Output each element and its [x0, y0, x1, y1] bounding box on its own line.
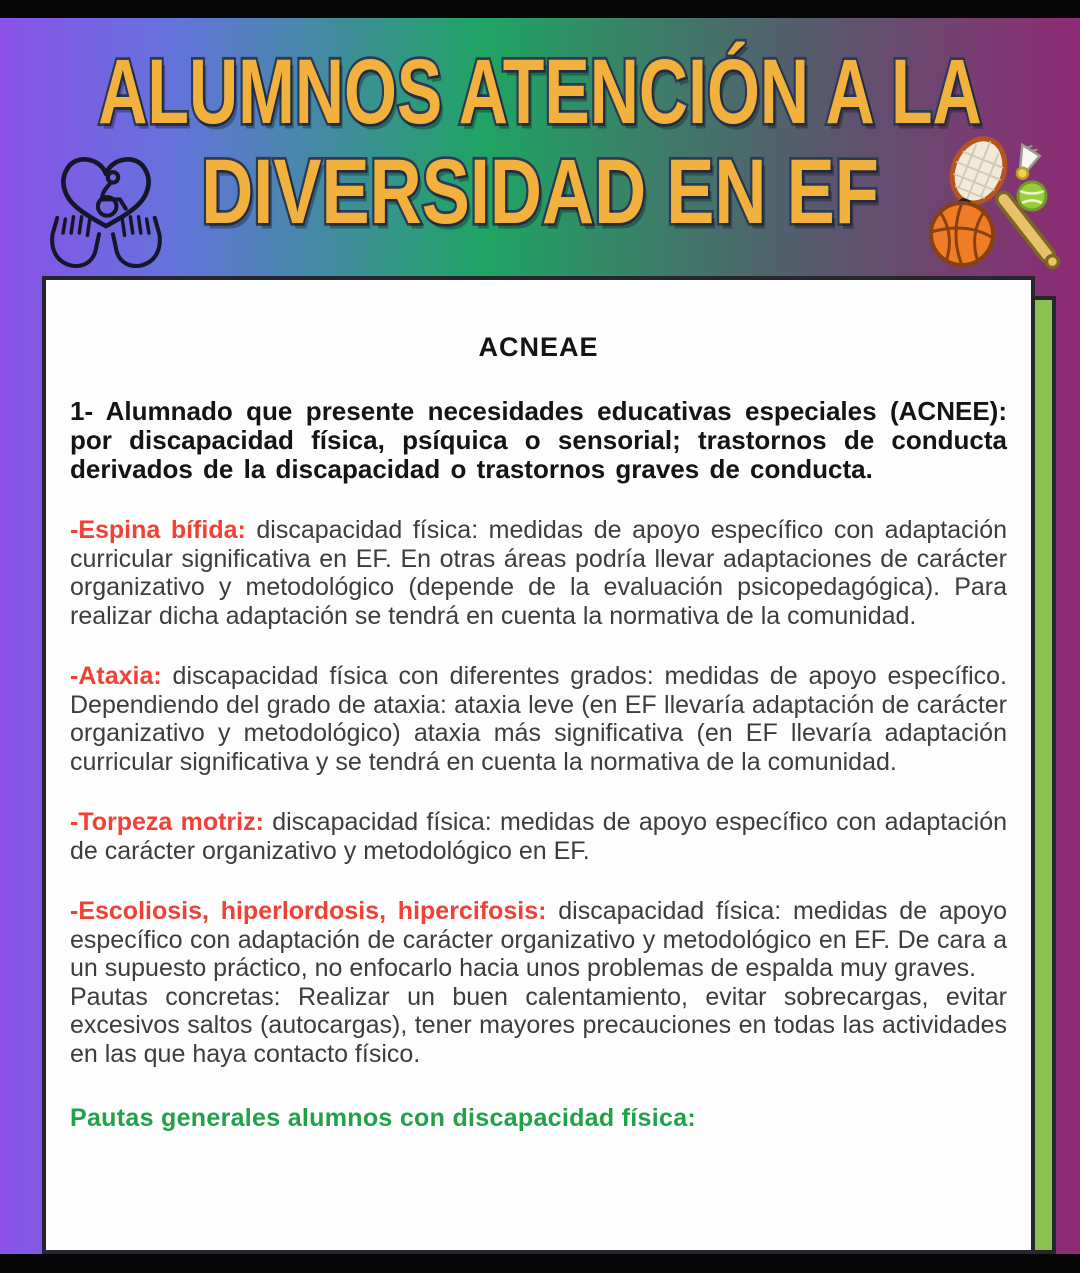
- sports-equipment-icons: [916, 130, 1068, 280]
- header: [0, 18, 1080, 276]
- basketball-icon: [931, 203, 993, 265]
- hands-holding-heart-wheelchair-icon: [36, 146, 176, 276]
- pautas-concretas-paragraph: Pautas concretas: Realizar un buen calentamiento, evitar sobrecargas, evitar excesivos saltos (autocargas), tener mayores precauciones en todas las actividades en las que haya contacto físico.: [70, 982, 1007, 1068]
- page-title-line2: DIVERSIDAD EN EF: [201, 141, 879, 244]
- espina-bifida-text: discapacidad física: medidas de apoyo específico con adaptación curricular significativa en EF. En otras áreas podría llevar adaptaciones de carácter organizativo y metodológico (depende de la evaluación psicopedagógica). Para realizar dicha adaptación se tendrá en cuenta la normativa de la comunidad.: [70, 516, 1007, 630]
- escoliosis-text: discapacidad física: medidas de apoyo específico con adaptación de carácter organizativo y metodológico en EF. De cara a un supuesto práctico, no enfocarlo hacia unos problemas de espalda muy graves.: [70, 897, 1007, 982]
- pautas-generales-heading: Pautas generales alumnos con discapacidad física:: [70, 1104, 697, 1132]
- escoliosis-paragraph: [70, 897, 1007, 983]
- ataxia-paragraph: [70, 662, 1007, 776]
- espina-bifida-label: -Espina bífida:: [70, 516, 246, 544]
- tennis-ball-icon: [1018, 182, 1046, 210]
- page-title-line1: ALUMNOS ATENCIÓN A LA: [98, 41, 982, 144]
- ataxia-text: discapacidad física con diferentes grados: medidas de apoyo específico. Dependiendo del grado de ataxia: ataxia leve (en EF llevaría adaptación de carácter organizativo y metodológico) ataxia más significativa (en EF llevaría adaptación curricular significativa y se tendrá en cuenta la normativa de la comunidad.: [70, 662, 1008, 776]
- espina-bifida-paragraph: [70, 516, 1007, 630]
- content-card: [42, 276, 1035, 1254]
- shuttlecock-icon: [1012, 143, 1042, 182]
- intro-paragraph: 1- Alumnado que presente necesidades educativas especiales (ACNEE): por discapacidad física, psíquica o sensorial; trastornos de conducta derivados de la discapacidad o trastornos graves de conducta.: [70, 396, 1007, 484]
- top-black-bar: [0, 0, 1080, 18]
- bottom-black-bar: [0, 1254, 1080, 1273]
- torpeza-motriz-text: discapacidad física: medidas de apoyo específico con adaptación de carácter organizativo y metodológico en EF.: [70, 808, 1008, 865]
- escoliosis-label: -Escoliosis, hiperlordosis, hipercifosis:: [70, 897, 547, 925]
- ataxia-label: -Ataxia:: [70, 662, 162, 690]
- card-heading: ACNEAE: [478, 332, 599, 362]
- torpeza-motriz-paragraph: [70, 808, 1007, 865]
- torpeza-motriz-label: -Torpeza motriz:: [70, 808, 264, 836]
